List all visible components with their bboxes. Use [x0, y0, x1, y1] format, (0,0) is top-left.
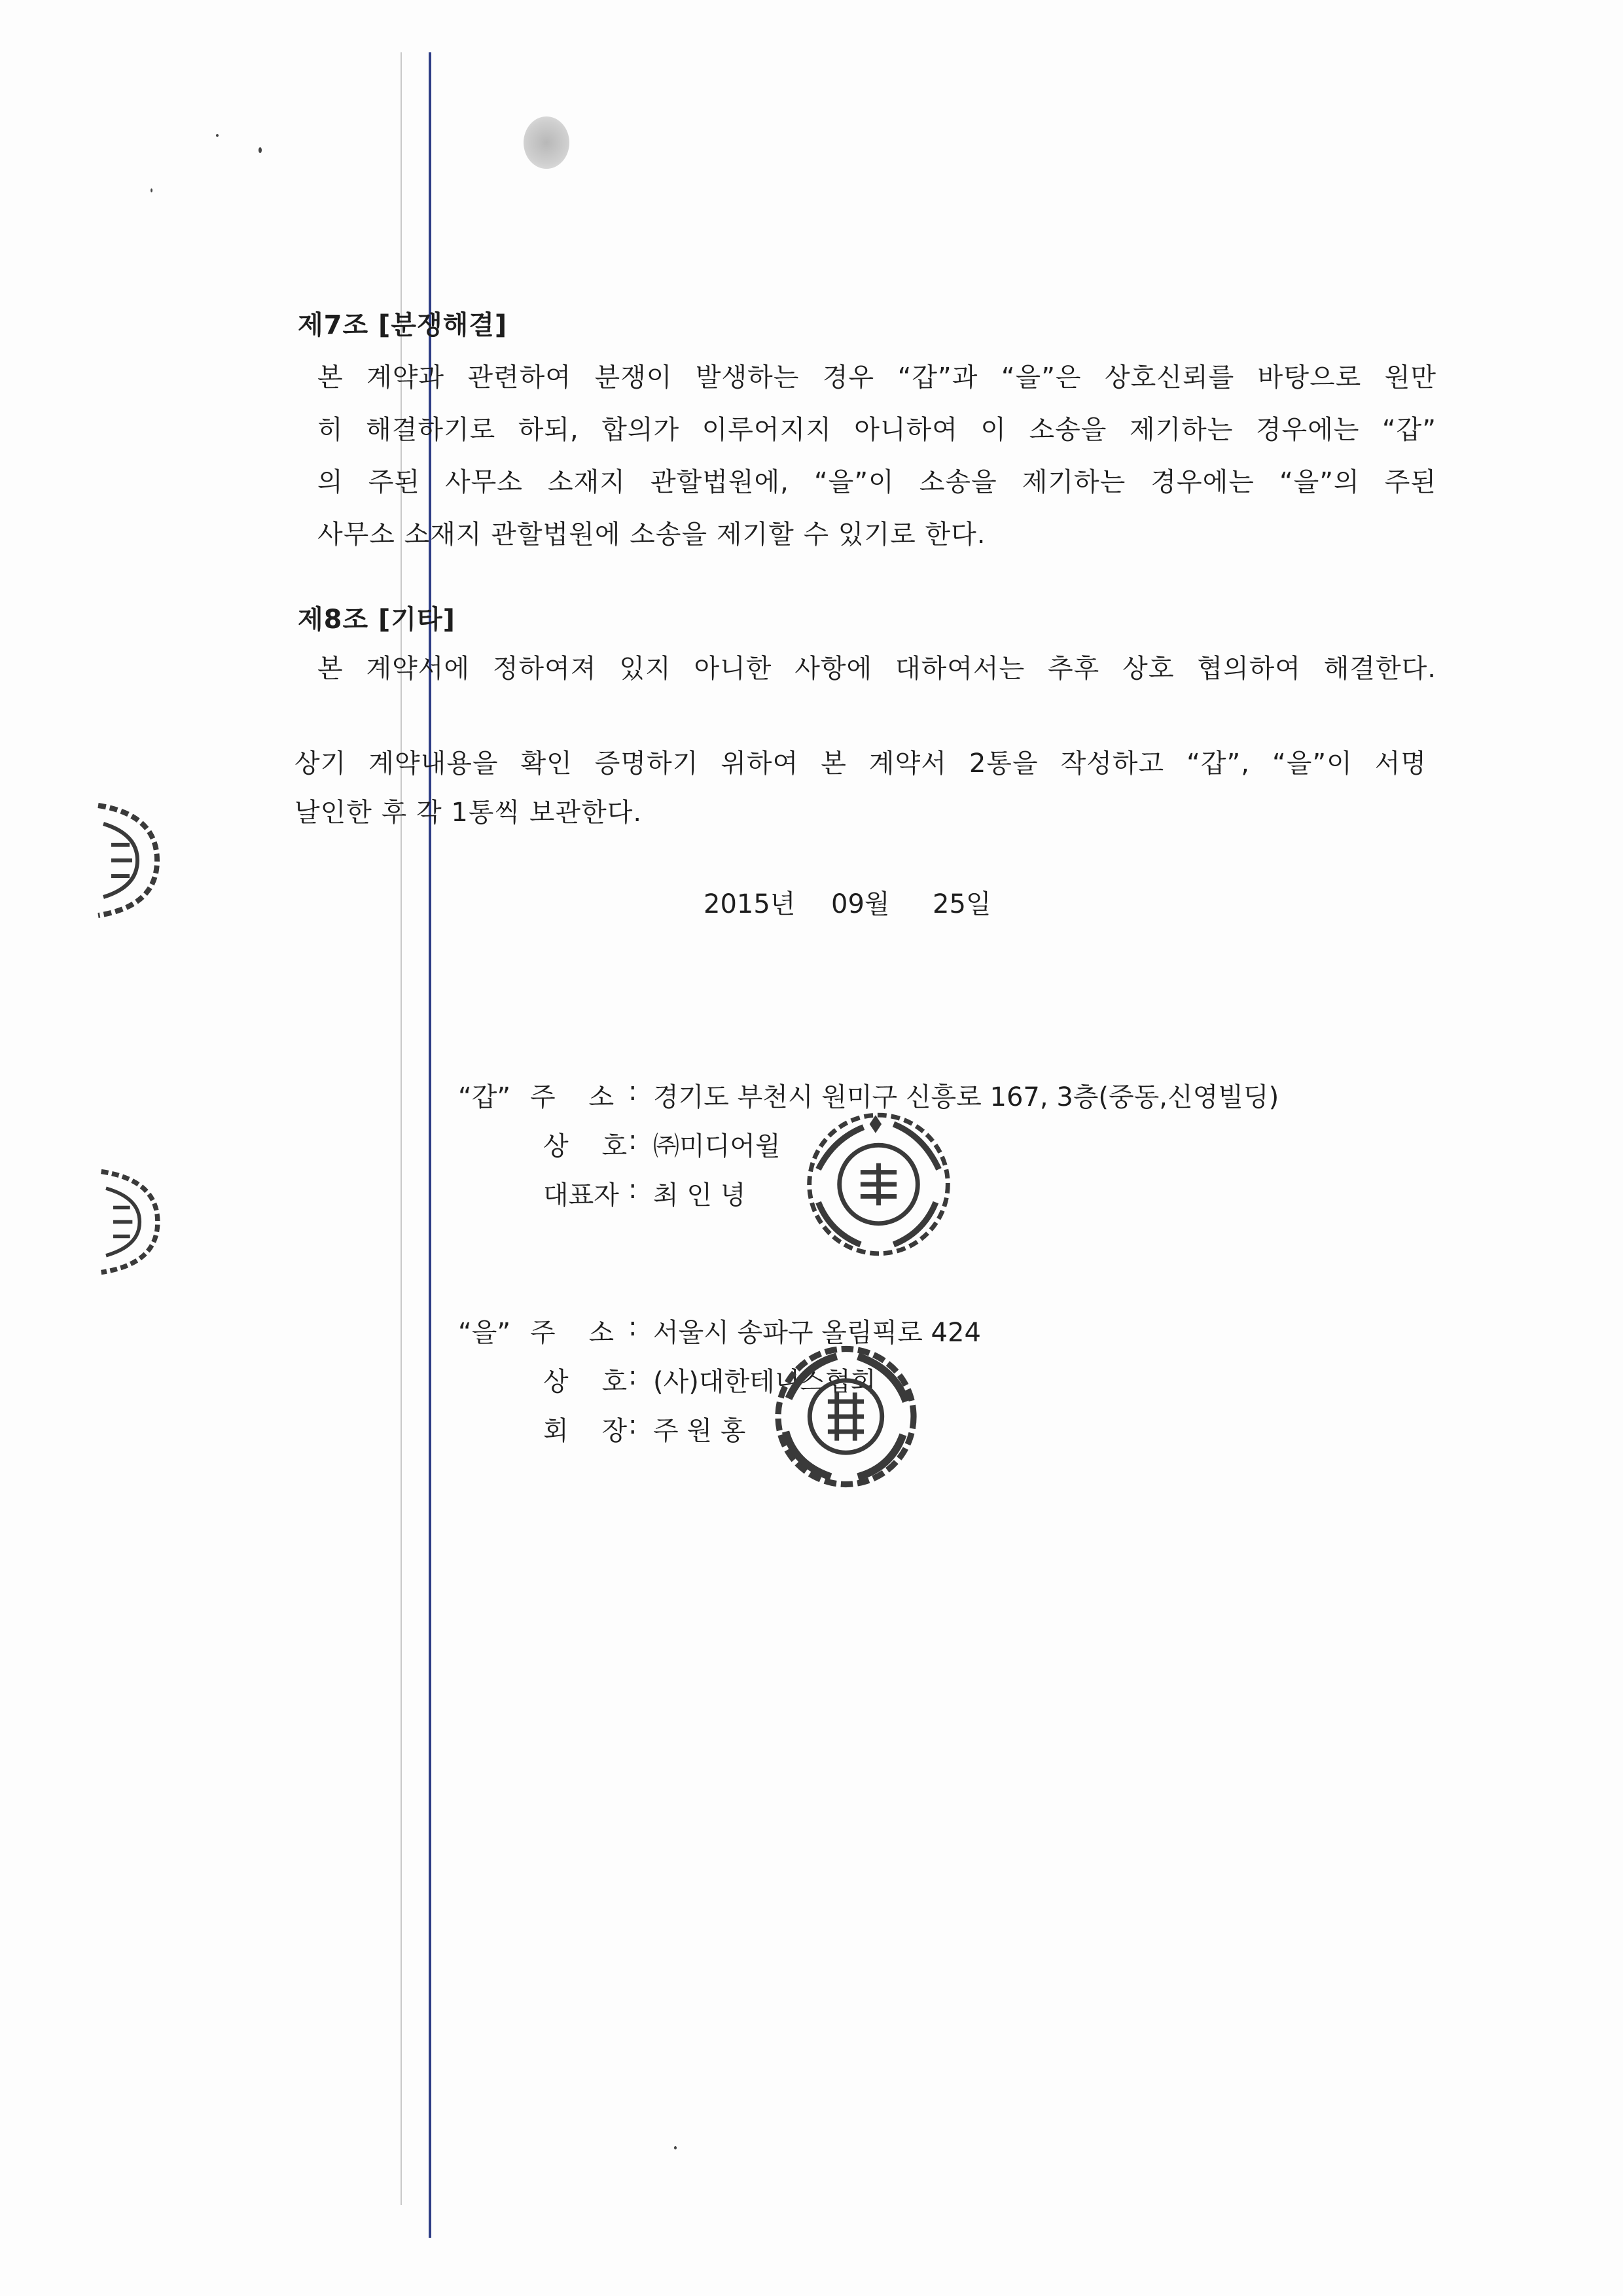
- party-b-rep-colon: :: [628, 1410, 637, 1440]
- party-a-company: ㈜미디어윌: [653, 1131, 781, 1161]
- party-a-label: “갑”: [458, 1082, 511, 1112]
- date-month: 09월: [831, 889, 890, 919]
- party-a-rep: 최 인 녕: [653, 1180, 746, 1210]
- scan-speck: [674, 2146, 677, 2149]
- party-b-company-colon: :: [628, 1361, 637, 1391]
- margin-seal-partial-2: [92, 1155, 164, 1289]
- scan-speck: [259, 147, 262, 153]
- closing-line-1: 상기 계약내용을 확인 증명하기 위하여 본 계약서 2통을 작성하고 “갑”, “을”이 서명: [294, 749, 1427, 779]
- article7-line-2: 히 해결하기로 하되, 합의가 이루어지지 아니하여 이 소송을 제기하는 경우에는 “갑”: [317, 415, 1436, 445]
- closing-line-2: 날인한 후 각 1통씩 보관한다.: [294, 798, 643, 828]
- article7-line-3: 의 주된 사무소 소재지 관할법원에, “을”이 소송을 제기하는 경우에는 “을”의 주된: [317, 467, 1436, 497]
- party-a-company-key: 상 호: [543, 1131, 628, 1161]
- party-b-rep: 주 원 홍: [653, 1416, 746, 1446]
- date-day: 25일: [933, 889, 991, 919]
- margin-seal-partial-1: [85, 792, 164, 929]
- article8-line-1: 본 계약서에 정하여져 있지 아니한 사항에 대하여서는 추후 상호 협의하여 해결한다.: [317, 654, 1436, 684]
- scan-speck: [216, 134, 219, 137]
- party-b-address: 서울시 송파구 올림픽로 424: [653, 1318, 981, 1348]
- article8-title: 제8조 [기타]: [298, 605, 455, 635]
- party-b-address-key: 주 소: [530, 1318, 615, 1348]
- party-b-seal: [769, 1341, 923, 1492]
- article7-line-4: 사무소 소재지 관할법원에 소송을 제기할 수 있기로 한다.: [317, 520, 986, 550]
- party-b-label: “을”: [458, 1318, 511, 1348]
- party-a-address: 경기도 부천시 원미구 신흥로 167, 3층(중동,신영빌딩): [653, 1082, 1279, 1112]
- article7-title: 제7조 [분쟁해결]: [298, 310, 508, 340]
- party-a-company-colon: :: [628, 1125, 637, 1156]
- party-a-address-colon: :: [628, 1076, 637, 1106]
- scan-speck: [151, 188, 152, 192]
- article7-line-1: 본 계약과 관련하여 분쟁이 발생하는 경우 “갑”과 “을”은 상호신뢰를 바탕으로 원만: [317, 362, 1436, 393]
- date-year: 2015년: [704, 889, 796, 919]
- party-b-rep-key: 회 장: [543, 1416, 628, 1446]
- party-a-address-key: 주 소: [530, 1082, 615, 1112]
- party-a-seal: [795, 1109, 962, 1260]
- party-b-company: (사)대한테니스협회: [653, 1367, 876, 1397]
- party-a-rep-colon: :: [628, 1174, 637, 1205]
- punch-hole: [524, 116, 569, 169]
- party-b-company-key: 상 호: [543, 1367, 628, 1397]
- party-b-address-colon: :: [628, 1312, 637, 1342]
- party-a-rep-key: 대표자: [543, 1180, 619, 1210]
